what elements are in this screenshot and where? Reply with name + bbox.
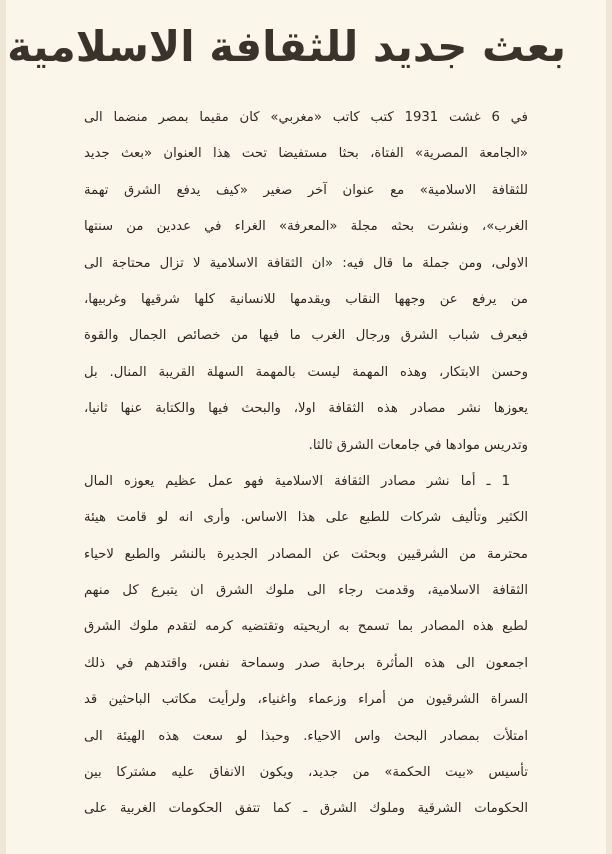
text-line: للثقافة الاسلامية» مع عنوان آخر صغير «كيف يدفع الشرق تهمة xyxy=(84,182,528,198)
text-line: فيعرف شباب الشرق ورجال الغرب ما فيها من خصائص الجمال والقوة xyxy=(84,328,528,344)
text-line: تأسيس «بيت الحكمة» من جديد، ويكون الانفاق عليه مشتركا بين xyxy=(84,765,528,781)
text-line: 1 ـ أما نشر مصادر الثقافة الاسلامية فهو عمل عظيم يعوزه المال xyxy=(84,473,510,489)
text-line: محترمة من الشرقيين وبحثت عن المصادر الجديرة بالنشر والطبع لاحياء xyxy=(84,546,528,562)
text-line: في 6 غشت 1931 كتب كاتب «مغربي» كان مقيما بمصر منضما الى xyxy=(84,110,528,125)
text-line: يعوزها نشر مصادر هذه الثقافة اولا، والبحث فيها والكتابة عنها ثانيا، xyxy=(84,401,528,417)
text-line: من يرفع عن وجهها النقاب ويقدمها للانسانية كلها شرقيها وغربيها، xyxy=(84,291,528,307)
article-body xyxy=(84,100,528,828)
text-line: الكثير وتأليف شركات للطبع على هذا الاساس. وأرى انه لو قامت هيئة xyxy=(84,510,528,526)
text-line: الاولى، ومن جملة ما قال فيه: «ان الثقافة الاسلامية لا تزال محتاجة الى xyxy=(84,255,528,271)
text-line: الثقافة الاسلامية، وقدمت رجاء الى ملوك الشرق ان يتبرع كل منهم xyxy=(84,583,528,599)
text-line: الحكومات الشرقية وملوك الشرق ـ كما تتفق الحكومات الغربية على xyxy=(84,801,528,817)
text-line: لطبع هذه المصادر بما تسمح به اريحيته وتقتضيه كرمه لتقدم ملوك الشرق xyxy=(84,619,528,635)
text-line: امتلأت بمصادر البحث واس الاحياء. وحبذا لو سعت هذه الهيئة الى xyxy=(84,728,528,744)
text-line: وحسن الابتكار، وهذه المهمة ليست بالمهمة السهلة القريبة المنال. بل xyxy=(84,364,528,380)
text-line: الغرب»، ونشرت بحثه مجلة «المعرفة» الغراء في عددين من سنتها xyxy=(84,219,528,235)
text-line: اجمعون الى هذه المأثرة برحابة صدر وسماحة نفس، واقتدهم في ذلك xyxy=(84,655,528,671)
text-line: السراة الشرقيون من أمراء وزعماء واغنياء، ولرأيت مكاتب الباحثين قد xyxy=(84,692,528,708)
text-line: وتدريس موادها في جامعات الشرق ثالثا. xyxy=(308,437,528,453)
page-title: بعث جديد للثقافة الاسلامية xyxy=(7,22,566,71)
text-line: «الجامعة المصرية» الفتاة، بحثا مستفيضا تحت هذا العنوان «بعث جديد xyxy=(84,146,528,162)
